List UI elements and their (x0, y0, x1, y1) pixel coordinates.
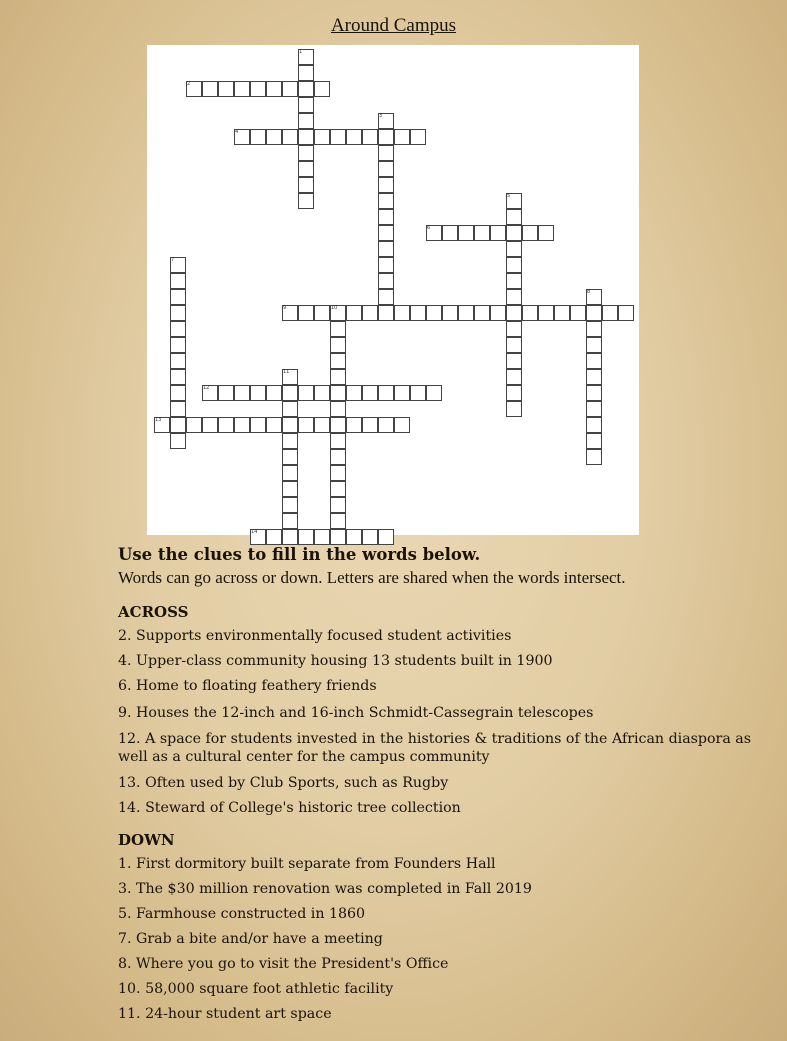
grid-cell[interactable] (234, 417, 250, 433)
grid-cell[interactable] (378, 257, 394, 273)
grid-cell[interactable] (346, 305, 362, 321)
grid-cell[interactable] (522, 305, 538, 321)
down-clue-3: 3. The $30 million renovation was completed in Fall 2019 (118, 881, 532, 897)
grid-cell[interactable] (426, 385, 442, 401)
grid-cell[interactable] (506, 241, 522, 257)
grid-cell[interactable] (266, 385, 282, 401)
grid-cell[interactable] (298, 145, 314, 161)
grid-cell[interactable] (378, 225, 394, 241)
down-heading: DOWN (118, 831, 175, 849)
grid-cell[interactable] (506, 273, 522, 289)
grid-cell[interactable] (378, 161, 394, 177)
across-clue-9: 9. Houses the 12-inch and 16-inch Schmidt-Cassegrain telescopes (118, 705, 594, 721)
grid-cell[interactable] (586, 433, 602, 449)
grid-cell[interactable] (602, 305, 618, 321)
grid-cell[interactable] (506, 305, 522, 321)
grid-cell[interactable] (522, 225, 538, 241)
grid-cell[interactable] (378, 289, 394, 305)
clue-number: 2 (187, 81, 191, 87)
grid-cell[interactable] (330, 497, 346, 513)
grid-cell[interactable] (202, 417, 218, 433)
down-clue-7: 7. Grab a bite and/or have a meeting (118, 931, 383, 947)
clue-number: 7 (171, 257, 175, 263)
grid-cell[interactable] (282, 417, 298, 433)
grid-cell[interactable] (298, 417, 314, 433)
grid-cell[interactable] (282, 385, 298, 401)
clue-number: 10 (331, 305, 338, 311)
grid-cell[interactable] (298, 97, 314, 113)
grid-cell[interactable] (298, 385, 314, 401)
grid-cell[interactable] (346, 129, 362, 145)
grid-cell[interactable] (282, 513, 298, 529)
grid-cell[interactable] (234, 385, 250, 401)
grid-cell[interactable] (330, 417, 346, 433)
grid-cell[interactable] (586, 417, 602, 433)
grid-cell[interactable] (378, 529, 394, 545)
clue-number: 3 (379, 113, 383, 119)
grid-cell[interactable] (378, 273, 394, 289)
grid-cell[interactable] (586, 321, 602, 337)
grid-cell[interactable] (330, 321, 346, 337)
grid-cell[interactable] (170, 433, 186, 449)
grid-cell[interactable] (282, 401, 298, 417)
grid-cell[interactable] (570, 305, 586, 321)
grid-cell[interactable] (362, 305, 378, 321)
clue-number: 6 (427, 225, 431, 231)
grid-cell[interactable] (298, 81, 314, 97)
grid-cell[interactable] (506, 289, 522, 305)
clue-number: 9 (283, 305, 287, 311)
grid-cell[interactable] (474, 225, 490, 241)
puzzle-title: Around Campus (330, 15, 457, 36)
clue-number: 1 (299, 49, 303, 55)
grid-cell[interactable] (586, 353, 602, 369)
grid-cell[interactable] (314, 129, 330, 145)
grid-cell[interactable] (394, 129, 410, 145)
grid-cell[interactable] (170, 385, 186, 401)
grid-cell[interactable] (330, 529, 346, 545)
grid-cell[interactable] (170, 289, 186, 305)
grid-cell[interactable] (298, 113, 314, 129)
grid-cell[interactable] (362, 385, 378, 401)
grid-cell[interactable] (330, 513, 346, 529)
across-clue-13: 13. Often used by Club Sports, such as Rugby (118, 775, 449, 791)
grid-cell[interactable] (170, 369, 186, 385)
across-clue-6: 6. Home to floating feathery friends (118, 678, 377, 694)
clue-number: 11 (283, 369, 290, 375)
grid-cell[interactable] (298, 129, 314, 145)
grid-cell[interactable] (298, 305, 314, 321)
clue-number: 14 (251, 529, 258, 535)
grid-cell[interactable] (170, 353, 186, 369)
grid-cell[interactable] (458, 305, 474, 321)
grid-cell[interactable] (474, 305, 490, 321)
grid-cell[interactable] (506, 353, 522, 369)
grid-cell[interactable] (266, 129, 282, 145)
clue-section (118, 544, 758, 1023)
grid-cell[interactable] (506, 257, 522, 273)
across-clue-14: 14. Steward of College's historic tree collection (118, 800, 461, 816)
grid-cell[interactable] (378, 193, 394, 209)
grid-cell[interactable] (298, 529, 314, 545)
grid-cell[interactable] (506, 401, 522, 417)
grid-cell[interactable] (202, 81, 218, 97)
grid-cell[interactable] (378, 129, 394, 145)
grid-cell[interactable] (170, 337, 186, 353)
grid-cell[interactable] (314, 529, 330, 545)
across-clue-4: 4. Upper-class community housing 13 students built in 1900 (118, 653, 553, 669)
grid-cell[interactable] (362, 129, 378, 145)
grid-cell[interactable] (346, 417, 362, 433)
grid-cell[interactable] (266, 529, 282, 545)
grid-cell[interactable] (506, 321, 522, 337)
grid-cell[interactable] (314, 305, 330, 321)
across-clue-2: 2. Supports environmentally focused student activities (118, 628, 512, 644)
grid-cell[interactable] (282, 433, 298, 449)
down-clue-10: 10. 58,000 square foot athletic facility (118, 981, 394, 997)
grid-cell[interactable] (506, 337, 522, 353)
grid-cell[interactable] (442, 305, 458, 321)
grid-cell[interactable] (490, 225, 506, 241)
grid-cell[interactable] (410, 385, 426, 401)
grid-cell[interactable] (266, 81, 282, 97)
grid-cell[interactable] (250, 385, 266, 401)
grid-cell[interactable] (330, 369, 346, 385)
grid-cell[interactable] (490, 305, 506, 321)
grid-cell[interactable] (314, 81, 330, 97)
grid-cell[interactable] (586, 305, 602, 321)
grid-cell[interactable] (394, 417, 410, 433)
grid-cell[interactable] (250, 129, 266, 145)
grid-cell[interactable] (298, 65, 314, 81)
down-clue-5: 5. Farmhouse constructed in 1860 (118, 906, 366, 922)
grid-cell[interactable] (282, 529, 298, 545)
grid-cell[interactable] (586, 369, 602, 385)
grid-cell[interactable] (282, 481, 298, 497)
grid-cell[interactable] (346, 529, 362, 545)
clue-number: 8 (587, 289, 591, 295)
grid-cell[interactable] (314, 417, 330, 433)
grid-cell[interactable] (458, 225, 474, 241)
down-clue-8: 8. Where you go to visit the President's Office (118, 956, 449, 972)
grid-cell[interactable] (378, 305, 394, 321)
grid-cell[interactable] (170, 305, 186, 321)
grid-cell[interactable] (282, 449, 298, 465)
grid-cell[interactable] (170, 273, 186, 289)
grid-cell[interactable] (298, 177, 314, 193)
grid-cell[interactable] (362, 417, 378, 433)
instructions-heading: Use the clues to fill in the words below. (118, 545, 481, 564)
grid-cell[interactable] (586, 401, 602, 417)
grid-cell[interactable] (298, 161, 314, 177)
grid-cell[interactable] (250, 417, 266, 433)
grid-cell[interactable] (394, 385, 410, 401)
grid-cell[interactable] (330, 129, 346, 145)
down-clue-11: 11. 24-hour student art space (118, 1006, 332, 1022)
grid-cell[interactable] (538, 305, 554, 321)
grid-cell[interactable] (282, 129, 298, 145)
grid-cell[interactable] (378, 385, 394, 401)
clue-number: 13 (155, 417, 162, 423)
grid-cell[interactable] (394, 305, 410, 321)
grid-cell[interactable] (218, 385, 234, 401)
grid-cell[interactable] (250, 81, 266, 97)
grid-cell[interactable] (426, 305, 442, 321)
grid-cell[interactable] (410, 305, 426, 321)
grid-cell[interactable] (170, 401, 186, 417)
grid-cell[interactable] (330, 481, 346, 497)
grid-cell[interactable] (218, 81, 234, 97)
grid-cell[interactable] (266, 417, 282, 433)
grid-cell[interactable] (554, 305, 570, 321)
grid-cell[interactable] (282, 497, 298, 513)
grid-cell[interactable] (234, 81, 250, 97)
down-clue-1: 1. First dormitory built separate from Founders Hall (118, 856, 496, 872)
across-clue-12: 12. A space for students invested in the histories & traditions of the African diaspora as well as a cultural center for the campus community (118, 731, 752, 765)
grid-cell[interactable] (618, 305, 634, 321)
grid-cell[interactable] (506, 209, 522, 225)
grid-cell[interactable] (346, 385, 362, 401)
grid-cell[interactable] (170, 321, 186, 337)
grid-cell[interactable] (330, 337, 346, 353)
clue-number: 12 (203, 385, 210, 391)
grid-cell[interactable] (586, 385, 602, 401)
grid-cell[interactable] (378, 177, 394, 193)
grid-cell[interactable] (506, 225, 522, 241)
grid-cell[interactable] (330, 353, 346, 369)
grid-cell[interactable] (378, 209, 394, 225)
crossword-grid (147, 45, 639, 535)
grid-cell[interactable] (586, 337, 602, 353)
grid-cell[interactable] (442, 225, 458, 241)
grid-cell[interactable] (218, 417, 234, 433)
grid-cell[interactable] (378, 241, 394, 257)
grid-cell[interactable] (282, 465, 298, 481)
grid-cell[interactable] (170, 417, 186, 433)
across-heading: ACROSS (118, 603, 189, 621)
grid-cell[interactable] (186, 417, 202, 433)
grid-cell[interactable] (330, 401, 346, 417)
grid-cell[interactable] (330, 433, 346, 449)
grid-cell[interactable] (330, 449, 346, 465)
grid-cell[interactable] (378, 417, 394, 433)
grid-cell[interactable] (506, 385, 522, 401)
grid-cell[interactable] (410, 129, 426, 145)
grid-cell[interactable] (330, 385, 346, 401)
grid-cell[interactable] (538, 225, 554, 241)
grid-cell[interactable] (330, 465, 346, 481)
grid-cell[interactable] (378, 145, 394, 161)
grid-cell[interactable] (506, 369, 522, 385)
clue-number: 4 (235, 129, 239, 135)
grid-cell[interactable] (298, 193, 314, 209)
clue-number: 5 (507, 193, 511, 199)
grid-cell[interactable] (314, 385, 330, 401)
grid-cell[interactable] (282, 81, 298, 97)
grid-cell[interactable] (362, 529, 378, 545)
grid-cell[interactable] (586, 449, 602, 465)
instructions-text: Words can go across or down. Letters are shared when the words intersect. (118, 568, 626, 587)
